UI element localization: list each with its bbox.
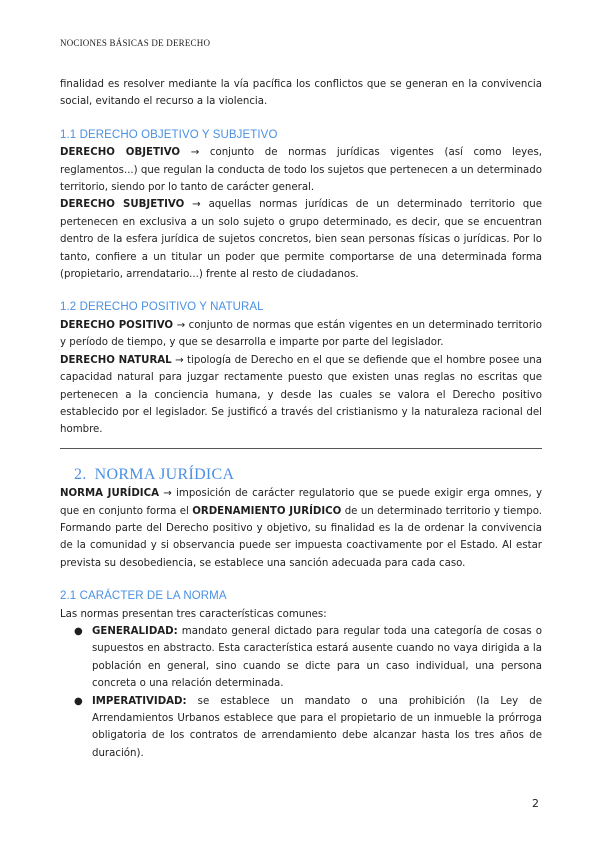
term-derecho-subjetivo: DERECHO SUBJETIVO: [60, 199, 185, 211]
term-derecho-positivo: DERECHO POSITIVO: [60, 319, 174, 331]
term-generalidad: GENERALIDAD:: [92, 625, 178, 637]
generalidad-text: mandato general dictado para regular toda una categoría de cosas o supuestos en abstracto. Esta característica estará ausente cuando no vaya dirigida a la población en general, sino cuando se dicte para un caso individual, una persona concreta o una relación determinada.: [92, 625, 542, 690]
bullet-icon: ●: [74, 625, 83, 637]
imperatividad-text: se establece un mandato o una prohibición (la Ley de Arrendamientos Urbanos establece que para el propietario de un inmueble la prórroga obligatoria de los contratos de arrendamiento debe alcanzar hasta los tres años de duración).: [92, 695, 542, 759]
caracteristicas-list: [60, 623, 542, 762]
running-header: NOCIONES BÁSICAS DE DERECHO: [60, 38, 211, 48]
norma-juridica-paragraph: [60, 485, 542, 572]
term-imperatividad: IMPERATIVIDAD:: [92, 695, 187, 707]
derecho-positivo-text: → conjunto de normas que están vigentes en un determinado territorio y período de tiempo, y que se desarrolla e imparte por parte del legislador.: [60, 319, 542, 349]
section-2-title: NORMA JURÍDICA: [94, 465, 235, 483]
page-number: 2: [532, 797, 539, 810]
section-1-2-heading: 1.2 DERECHO POSITIVO Y NATURAL: [60, 301, 264, 314]
term-ordenamiento-juridico: ORDENAMIENTO JURÍDICO: [192, 505, 342, 517]
page-content: [60, 76, 542, 762]
derecho-objetivo-text: → conjunto de normas jurídicas vigentes (así como leyes, reglamentos...) que regulan la conducta de todo los sujetos que pertenecen a un determinado territorio, siendo por lo tanto de carácter general.: [60, 147, 542, 194]
derecho-natural-paragraph: [60, 352, 542, 439]
section-2-number: 2.: [74, 465, 87, 483]
derecho-objetivo-paragraph: [60, 144, 542, 196]
derecho-subjetivo-text: → aquellas normas jurídicas de un determinado territorio que pertenecen en exclusiva a un solo sujeto o grupo determinado, es decir, que se encuentran dentro de la esfera jurídica de sujetos concretos, bien sean personas físicas o jurídicas. Por lo tanto, confiere a un titular un poder que permite comportarse de una determinada forma (propietario, arrendatario...) frente al resto de ciudadanos.: [60, 199, 542, 281]
derecho-subjetivo-paragraph: [60, 196, 542, 283]
term-derecho-natural: DERECHO NATURAL: [60, 354, 172, 366]
intro-paragraph: finalidad es resolver mediante la vía pacífica los conflictos que se generan en la convivencia social, evitando el recurso a la violencia.: [60, 79, 542, 108]
derecho-natural-text: → tipología de Derecho en el que se defiende que el hombre posee una capacidad natural para juzgar rectamente puesto que existen unas reglas no escritas que pertenecen a la conciencia humana, y desde las cuales se valora el Derecho positivo establecido por el legislador. Se justificó a través del cristianismo y la naturaleza racional del hombre.: [60, 354, 542, 436]
section-1-1-heading: 1.1 DERECHO OBJETIVO Y SUBJETIVO: [60, 128, 278, 141]
section-2-heading: [74, 466, 542, 483]
caracter-intro: Las normas presentan tres características comunes:: [60, 608, 327, 620]
list-item-imperatividad: [60, 693, 542, 763]
section-2-1-heading: 2.1 CARÁCTER DE LA NORMA: [60, 590, 227, 603]
derecho-positivo-paragraph: [60, 317, 542, 352]
term-norma-juridica: NORMA JURÍDICA: [60, 488, 159, 500]
norma-juridica-text-1: → imposición de carácter regulatorio que se puede exigir erga omnes, y que en conjunto forma el: [60, 488, 543, 517]
bullet-icon: ●: [74, 695, 83, 707]
norma-juridica-text-2: de un determinado territorio y tiempo. Formando parte del Derecho positivo y objetivo, su finalidad es la de ordenar la convivencia de la comunidad y si observancia puede ser impuesta coactivamente por el Estado. Al estar prevista su desobediencia, se establece una sanción adecuada para cada caso.: [60, 505, 543, 569]
section-divider: [60, 448, 542, 449]
term-derecho-objetivo: DERECHO OBJETIVO: [60, 147, 181, 159]
list-item-generalidad: [60, 623, 542, 693]
